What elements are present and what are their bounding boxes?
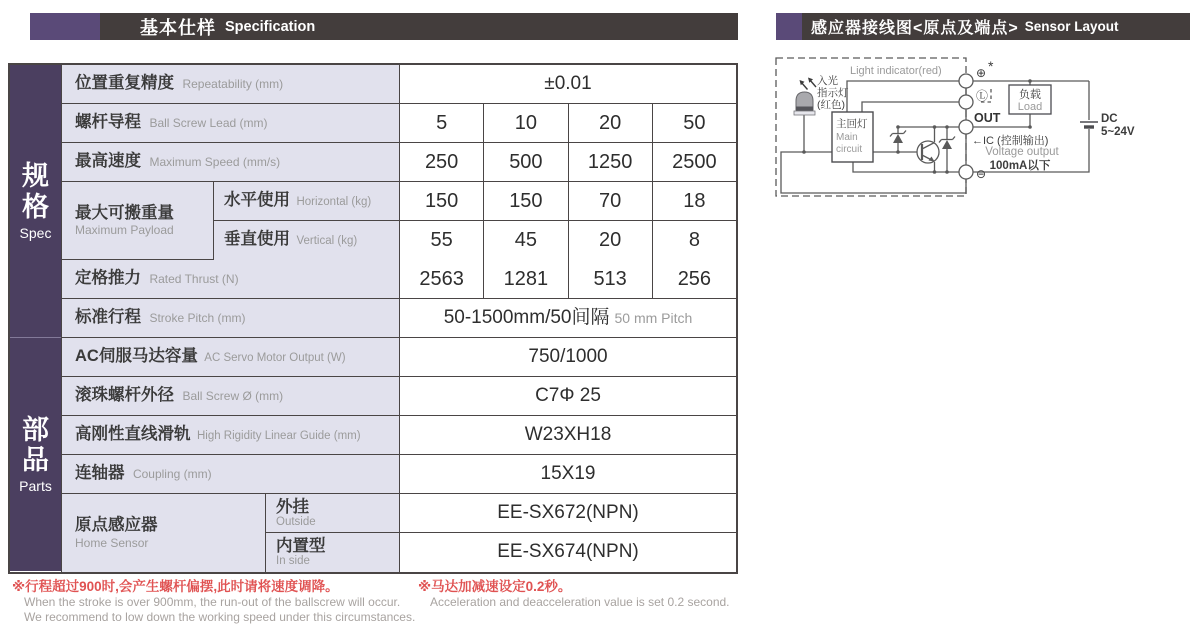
value-cell xyxy=(400,299,736,337)
row-label xyxy=(62,143,400,181)
table-row-ball-screw-dia xyxy=(62,377,736,416)
label-zh: 内置型 xyxy=(276,537,326,556)
footnote-zh: ※行程超过900时,会产生螺杆偏摆,此时请将速度调降。 xyxy=(12,579,339,594)
sensor-header-zh: 感应器接线图<原点及端点> xyxy=(811,20,1019,37)
table-row-sensor-outside xyxy=(266,494,736,533)
value-cell xyxy=(400,377,736,415)
dc-source-icon xyxy=(1080,122,1098,127)
label-zh: 外挂 xyxy=(276,497,309,516)
led-indicator-icon xyxy=(794,78,816,116)
value-cell: 1250 xyxy=(569,143,653,181)
label-en: Maximum Payload xyxy=(75,223,174,238)
table-row-sensor-inside xyxy=(266,533,736,572)
specification-table xyxy=(8,63,738,574)
value-cell: 150 xyxy=(400,182,484,220)
value-cell: 5 xyxy=(400,104,484,142)
row-label xyxy=(62,377,400,415)
light-indicator-zh3: (红色) xyxy=(817,99,845,111)
side-parts-zh: 部品 xyxy=(22,414,49,475)
value-cell: 500 xyxy=(484,143,568,181)
side-spec-en: Spec xyxy=(19,224,52,241)
side-label-spec xyxy=(10,65,61,338)
current-limit-label: 100mA以下 xyxy=(989,160,1051,172)
label-en: Vertical (kg) xyxy=(296,235,358,247)
table-side-column xyxy=(10,65,62,572)
row-label xyxy=(62,299,400,337)
label-zh: 位置重复精度 xyxy=(75,74,174,92)
header-accent-block xyxy=(776,13,802,40)
load-zh: 负载 xyxy=(1019,89,1041,101)
value-cell: 256 xyxy=(653,260,736,298)
label-zh: 最高速度 xyxy=(75,152,141,170)
value-text: W23XH18 xyxy=(524,424,612,445)
spec-header-en: Specification xyxy=(225,18,316,35)
value-cell xyxy=(400,533,736,572)
ic-output-label: ←IC (控制输出) xyxy=(972,135,1049,147)
value-text: 15X19 xyxy=(540,463,596,484)
value-cell: 8 xyxy=(653,221,736,260)
label-en: In side xyxy=(276,555,310,568)
label-zh: 螺杆导程 xyxy=(75,113,141,131)
label-zh: 垂直使用 xyxy=(224,230,290,248)
light-indicator-zh1: 入光 xyxy=(817,75,838,87)
terminal-minus-circle xyxy=(959,165,973,179)
value-cell: 1281 xyxy=(484,260,568,298)
value-cells xyxy=(400,182,736,220)
main-circuit-box xyxy=(832,112,873,162)
spec-section-header xyxy=(30,13,738,40)
value-cell: 513 xyxy=(569,260,653,298)
value-cell xyxy=(400,494,736,532)
main-circuit-zh: 主回灯 xyxy=(836,118,868,130)
label-en: High Rigidity Linear Guide (mm) xyxy=(196,430,361,442)
table-row-payload-horizontal xyxy=(214,182,736,221)
table-rows xyxy=(62,65,736,572)
home-sensor-sub-rows xyxy=(266,494,736,572)
table-row-repeatability xyxy=(62,65,736,104)
label-zh: 水平使用 xyxy=(224,191,290,209)
table-row-coupling xyxy=(62,455,736,494)
table-row-payload-vertical xyxy=(214,221,736,260)
row-label xyxy=(62,338,400,376)
value-cell: 55 xyxy=(400,221,484,260)
value-text: EE-SX674(NPN) xyxy=(497,541,639,562)
value-cell: 70 xyxy=(569,182,653,220)
header-accent-block xyxy=(30,13,100,40)
dc-voltage-label: 5~24V xyxy=(1101,126,1135,138)
value-cell: 50 xyxy=(653,104,736,142)
value-cells xyxy=(400,260,736,298)
value-text: 50-1500mm/50间隔 xyxy=(443,307,610,328)
value-cell xyxy=(400,338,736,376)
label-en: Ball Screw Lead (mm) xyxy=(149,116,268,130)
value-cell: 250 xyxy=(400,143,484,181)
row-label xyxy=(62,455,400,493)
main-circuit-en1: Main xyxy=(836,132,858,143)
sensor-wiring-svg xyxy=(770,50,1200,205)
light-indicator-label-en: Light indicator(red) xyxy=(850,65,942,77)
row-label xyxy=(62,65,400,103)
terminal-out-circle xyxy=(959,120,973,134)
label-zh: AC伺服马达容量 xyxy=(75,347,198,365)
table-row-stroke xyxy=(62,299,736,338)
load-en: Load xyxy=(1017,101,1043,113)
terminal-strip xyxy=(959,74,973,179)
value-cell: 10 xyxy=(484,104,568,142)
label-en: Home Sensor xyxy=(75,535,149,550)
label-en: Horizontal (kg) xyxy=(296,196,372,208)
sub-label xyxy=(214,182,400,220)
label-zh: 连轴器 xyxy=(75,464,125,482)
value-subtext: 50 mm Pitch xyxy=(614,310,693,326)
footnote-en-line1: Acceleration and deacceleration value is set 0.2 second. xyxy=(430,595,730,609)
label-en: Maximum Speed (mm/s) xyxy=(149,155,281,169)
terminal-star: * xyxy=(988,58,994,74)
terminal-out-label: OUT xyxy=(974,111,1001,125)
footnote-zh: ※马达加减速设定0.2秒。 xyxy=(418,579,572,594)
label-zh: 定格推力 xyxy=(75,269,141,287)
terminal-plus-symbol: ⊕ xyxy=(976,66,987,80)
row-label-payload xyxy=(62,182,214,259)
terminal-l-symbol: Ⓛ xyxy=(976,89,989,103)
value-cell: 2563 xyxy=(400,260,484,298)
label-zh: 原点感应器 xyxy=(75,516,158,535)
table-row-max-speed xyxy=(62,143,736,182)
light-ray-arrows xyxy=(800,78,817,90)
sensor-section-header xyxy=(776,13,1190,40)
value-cell: 2500 xyxy=(653,143,736,181)
value-cell: 18 xyxy=(653,182,736,220)
value-text: ±0.01 xyxy=(544,73,592,94)
light-indicator-zh2: 指示灯 xyxy=(817,87,849,99)
side-parts-en: Parts xyxy=(19,478,52,495)
row-label xyxy=(62,104,400,142)
value-cell: 45 xyxy=(484,221,568,260)
label-zh: 滚珠螺杆外径 xyxy=(75,386,174,404)
sensor-header-en: Sensor Layout xyxy=(1024,19,1119,34)
label-en: Coupling (mm) xyxy=(132,467,212,481)
table-row-servo-output xyxy=(62,338,736,377)
table-row-home-sensor-group xyxy=(62,494,736,572)
npn-transistor xyxy=(917,141,939,163)
value-text: 750/1000 xyxy=(528,346,608,367)
label-en: AC Servo Motor Output (W) xyxy=(204,352,346,364)
table-row-linear-guide xyxy=(62,416,736,455)
value-text: C7Φ 25 xyxy=(535,385,601,406)
value-cell xyxy=(400,455,736,493)
value-cell: 20 xyxy=(569,104,653,142)
table-row-rated-thrust xyxy=(62,260,736,299)
footnote-en-line1: When the stroke is over 900mm, the run-out of the ballscrew will occur. xyxy=(24,595,401,609)
side-spec-zh: 规格 xyxy=(22,161,49,222)
voltage-output-label: Voltage output xyxy=(985,146,1059,158)
value-cell: 20 xyxy=(569,221,653,260)
row-label-home-sensor xyxy=(62,494,266,572)
main-circuit-en2: circuit xyxy=(836,144,863,155)
value-cell: 150 xyxy=(484,182,568,220)
payload-sub-rows xyxy=(214,182,736,259)
label-en: Stroke Pitch (mm) xyxy=(149,311,246,325)
row-label xyxy=(62,416,400,454)
label-en: Rated Thrust (N) xyxy=(149,272,239,286)
value-cells xyxy=(400,104,736,142)
terminal-plus-circle xyxy=(959,74,973,88)
table-row-payload-group xyxy=(62,182,736,260)
sub-label xyxy=(214,221,400,260)
label-zh: 高刚性直线滑轨 xyxy=(75,425,191,443)
value-cell xyxy=(400,65,736,103)
value-cell xyxy=(400,416,736,454)
load-box xyxy=(1009,85,1051,114)
sensor-wiring-diagram xyxy=(770,50,1200,205)
footnote-acceleration xyxy=(418,575,730,610)
side-label-parts xyxy=(10,338,61,571)
spec-header-zh: 基本仕样 xyxy=(140,17,216,38)
label-zh: 标准行程 xyxy=(75,308,141,326)
value-cells xyxy=(400,143,736,181)
value-text: EE-SX672(NPN) xyxy=(497,502,639,523)
sub-label xyxy=(266,494,400,532)
label-en: Ball Screw Ø (mm) xyxy=(182,389,284,403)
footnote-en-line2: We recommend to low down the working speed under this circumstances. xyxy=(24,610,416,624)
label-zh: 最大可搬重量 xyxy=(75,203,174,222)
value-cells xyxy=(400,221,736,260)
dc-label: DC xyxy=(1101,113,1118,125)
footnote-stroke-warning xyxy=(12,575,415,625)
terminal-l-circle xyxy=(959,95,973,109)
row-label xyxy=(62,260,400,298)
sub-label xyxy=(266,533,400,572)
label-en: Outside xyxy=(276,515,316,528)
terminal-minus-symbol: ⊖ xyxy=(976,167,987,181)
table-row-ball-screw-lead xyxy=(62,104,736,143)
label-en: Repeatability (mm) xyxy=(182,77,284,91)
